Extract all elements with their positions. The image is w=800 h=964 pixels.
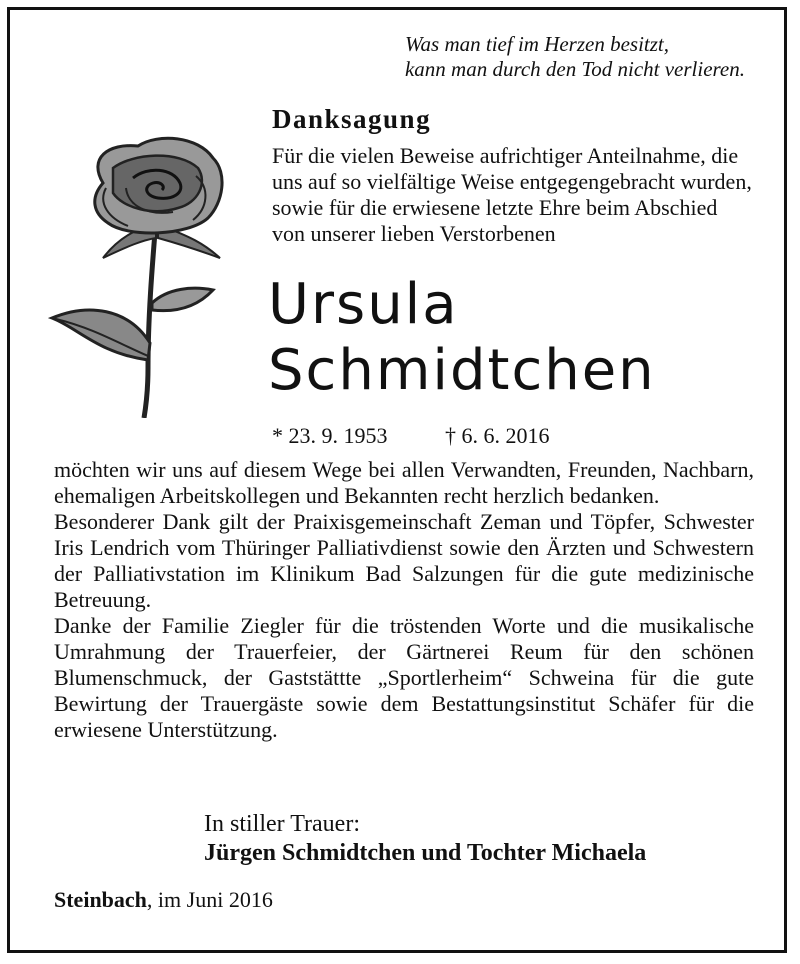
- place-date-text: , im Juni 2016: [146, 887, 273, 912]
- body-paragraph-1: möchten wir uns auf diesem Wege bei allen Verwandten, Freunden, Nachbarn, ehemaligen Arbeitskollegen und Bekannten recht herzlich bedanken.: [54, 457, 754, 508]
- birth-date: * 23. 9. 1953: [272, 423, 388, 448]
- closing: [204, 810, 646, 868]
- body-paragraph-3: Danke der Familie Ziegler für die tröstenden Worte und die musikalische Umrahmung der Trauerfeier, der Gärtnerei Reum für den schönen Blumenschmuck, der Gaststättte „Sportlerheim“ Schweina für die gute Bewirtung der Trauergäste sowie dem Bestattungsinstitut Schäfer für die erwiesene Unterstützung.: [54, 613, 754, 742]
- heading: Danksagung: [272, 104, 432, 134]
- place-town: Steinbach: [54, 887, 147, 912]
- quote-line-2: kann man durch den Tod nicht verlieren.: [404, 57, 745, 81]
- body-text: [54, 457, 754, 743]
- deceased-name: [268, 272, 656, 404]
- mourner-names: Jürgen Schmidtchen und Tochter Michaela: [204, 840, 647, 866]
- first-name: Ursula: [268, 272, 459, 337]
- place-date: [54, 887, 273, 913]
- rose-icon: [48, 128, 238, 418]
- quote: [405, 32, 745, 82]
- death-date: † 6. 6. 2016: [445, 423, 550, 448]
- body-paragraph-2: Besonderer Dank gilt der Praixisgemeinschaft Zeman und Töpfer, Schwester Iris Lendrich vom Thüringer Palliativdienst sowie den Ärzten und Schwestern der Palliativstation im Klinikum Bad Salzungen für die gute medizinische Betreuung.: [54, 509, 754, 612]
- intro-text: Für die vielen Beweise aufrichtiger Anteilnahme, die uns auf so vielfältige Weise entgegengebracht wurden, sowie für die erwiesene letzte Ehre beim Abschied von unserer lieben Verstorbenen: [272, 143, 752, 246]
- last-name: Schmidtchen: [268, 338, 656, 403]
- life-dates: [272, 423, 550, 449]
- closing-line: In stiller Trauer:: [204, 811, 360, 837]
- quote-line-1: Was man tief im Herzen besitzt,: [404, 32, 670, 56]
